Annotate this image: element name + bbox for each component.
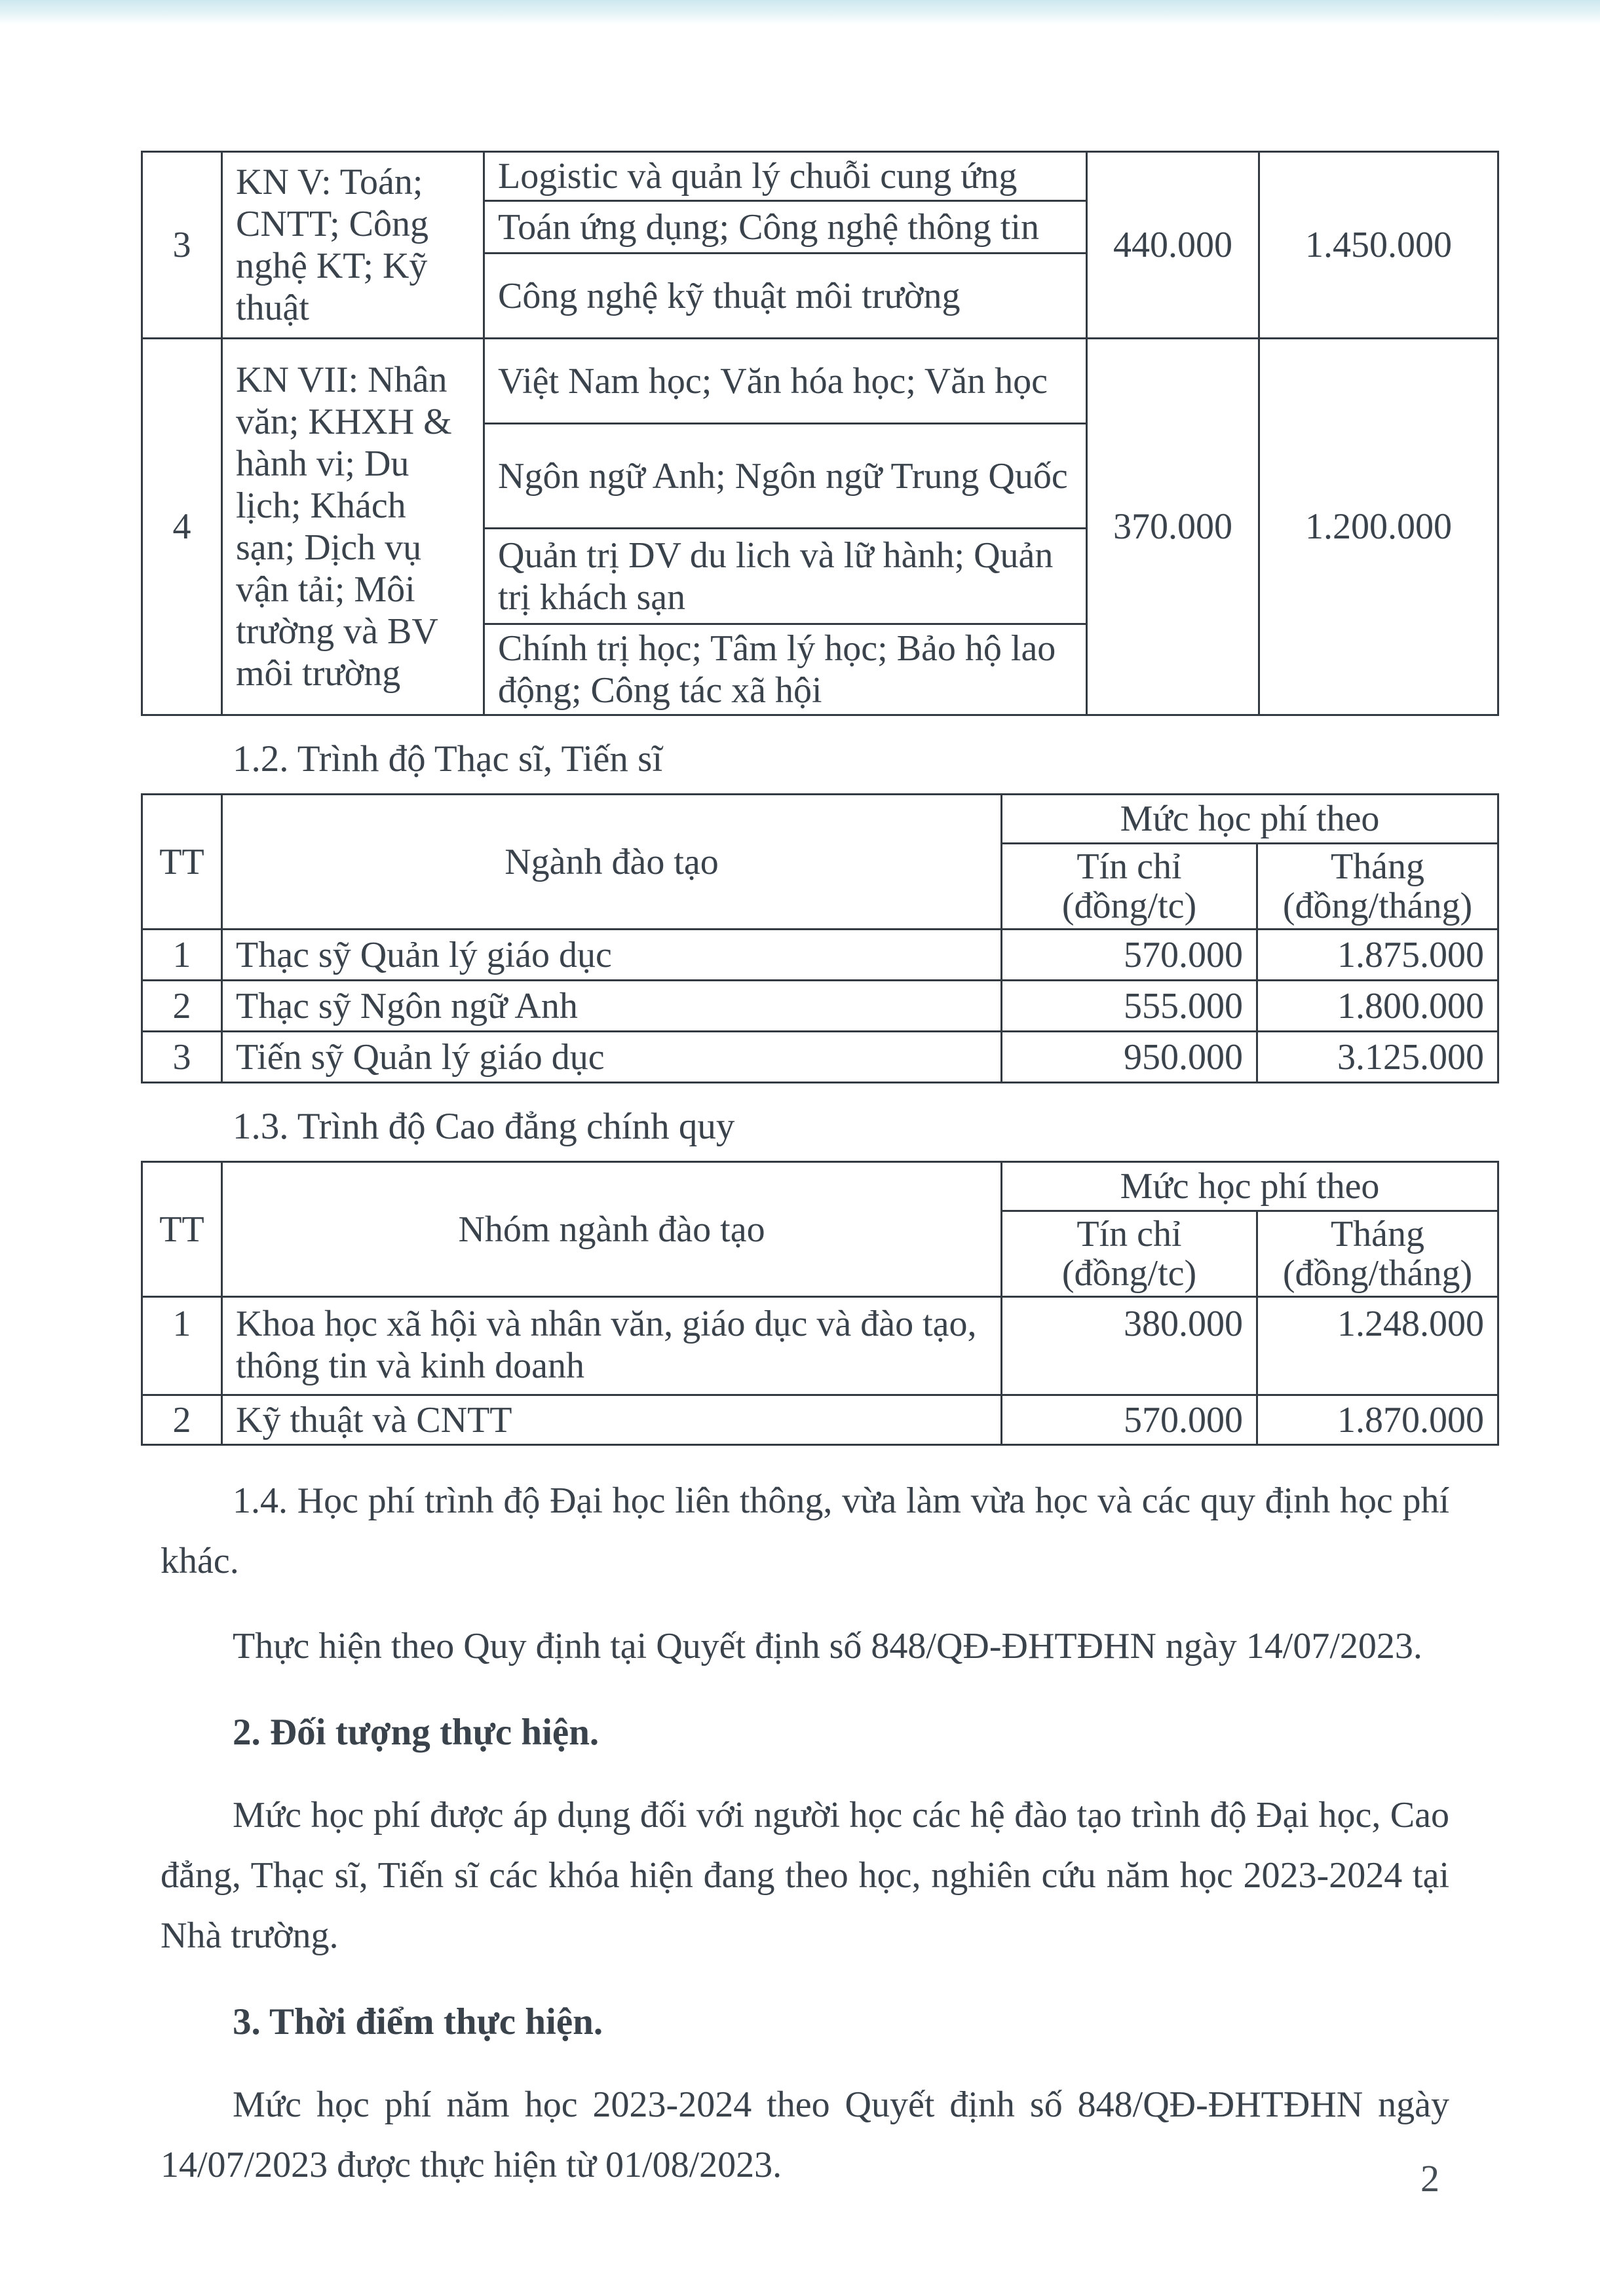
cell-major-list: Chính trị học; Tâm lý học; Bảo hộ lao động; Công tác xã hội <box>484 624 1087 715</box>
cell-major-list: Việt Nam học; Văn hóa học; Văn học <box>484 339 1087 424</box>
cell-major-list: Logistic và quản lý chuỗi cung ứng <box>484 152 1087 201</box>
header-program: Ngành đào tạo <box>222 795 1002 930</box>
cell-major-list: Toán ứng dụng; Công nghệ thông tin <box>484 201 1087 254</box>
table-row <box>142 1297 1498 1395</box>
page-number: 2 <box>1420 2157 1439 2200</box>
cell-fee-per-month: 1.450.000 <box>1259 152 1498 339</box>
header-fee-credit-line1: Tín chỉ <box>1076 1214 1182 1254</box>
header-fee-group: Mức học phí theo <box>1002 1162 1498 1211</box>
tuition-table-college <box>141 1161 1499 1446</box>
document-content <box>0 25 1600 2195</box>
header-fee-group: Mức học phí theo <box>1002 795 1498 844</box>
cell-program: Thạc sỹ Ngôn ngữ Anh <box>222 981 1002 1032</box>
cell-fee-per-month: 1.800.000 <box>1257 981 1498 1032</box>
cell-fee-per-credit: 370.000 <box>1087 339 1259 715</box>
cell-fee-per-month: 1.870.000 <box>1257 1395 1498 1445</box>
cell-program-group: Khoa học xã hội và nhân văn, giáo dục và đào tạo, thông tin và kinh doanh <box>222 1297 1002 1395</box>
cell-row-number: 4 <box>142 339 222 715</box>
cell-fee-per-credit: 555.000 <box>1002 981 1257 1032</box>
header-fee-month-line1: Tháng <box>1330 1214 1425 1254</box>
table-row <box>142 152 1498 201</box>
cell-major-group: KN VII: Nhân văn; KHXH & hành vi; Du lịch; Khách sạn; Dịch vụ vận tải; Môi trường và BV môi trường <box>222 339 484 715</box>
header-program-group: Nhóm ngành đào tạo <box>222 1162 1002 1297</box>
table-row <box>142 339 1498 424</box>
header-fee-month-line2: (đồng/tháng) <box>1282 886 1473 926</box>
cell-major-list: Công nghệ kỹ thuật môi trường <box>484 254 1087 339</box>
tuition-table-university <box>141 151 1499 716</box>
header-fee-credit-line1: Tín chỉ <box>1076 846 1182 887</box>
cell-row-number: 3 <box>142 152 222 339</box>
tuition-table-masters-doctoral <box>141 793 1499 1083</box>
scan-top-edge <box>0 0 1600 25</box>
cell-fee-per-month: 3.125.000 <box>1257 1032 1498 1083</box>
table-header-row <box>142 795 1498 844</box>
header-fee-month-line2: (đồng/tháng) <box>1282 1253 1473 1294</box>
cell-row-number: 3 <box>142 1032 222 1083</box>
section-heading-1-3: 1.3. Trình độ Cao đẳng chính quy <box>233 1106 735 1147</box>
cell-fee-per-credit: 950.000 <box>1002 1032 1257 1083</box>
paragraph-decision-reference: Thực hiện theo Quy định tại Quyết định số 848/QĐ-ĐHTĐHN ngày 14/07/2023. <box>233 1626 1422 1666</box>
paragraph-applicable-subjects: Mức học phí được áp dụng đối với người học các hệ đào tạo trình độ Đại học, Cao đẳng, Thạc sĩ, Tiến sĩ các khóa hiện đang theo học, nghiên cứu năm học 2023-2024 tại Nhà trường. <box>161 1795 1449 1956</box>
paragraph-1-4: 1.4. Học phí trình độ Đại học liên thông, vừa làm vừa học và các quy định học phí khác. <box>161 1480 1449 1581</box>
cell-row-number: 2 <box>142 981 222 1032</box>
table-header-row <box>142 1162 1498 1211</box>
header-fee-month <box>1257 844 1498 930</box>
cell-major-list: Ngôn ngữ Anh; Ngôn ngữ Trung Quốc <box>484 424 1087 529</box>
cell-program: Tiến sỹ Quản lý giáo dục <box>222 1032 1002 1083</box>
header-fee-credit-line2: (đồng/tc) <box>1061 1253 1197 1294</box>
cell-major-group: KN V: Toán; CNTT; Công nghệ KT; Kỹ thuật <box>222 152 484 339</box>
section-heading-3: 3. Thời điểm thực hiện. <box>233 2001 603 2042</box>
header-fee-credit-line2: (đồng/tc) <box>1061 886 1197 926</box>
cell-fee-per-credit: 380.000 <box>1002 1297 1257 1395</box>
section-heading-1-2: 1.2. Trình độ Thạc sĩ, Tiến sĩ <box>233 738 663 780</box>
cell-fee-per-month: 1.875.000 <box>1257 930 1498 981</box>
cell-row-number: 1 <box>142 1297 222 1395</box>
header-fee-month-line1: Tháng <box>1330 846 1425 887</box>
table-row <box>142 1395 1498 1445</box>
cell-fee-per-month: 1.248.000 <box>1257 1297 1498 1395</box>
header-fee-month <box>1257 1211 1498 1297</box>
cell-fee-per-credit: 570.000 <box>1002 930 1257 981</box>
table-row <box>142 930 1498 981</box>
header-tt: TT <box>142 795 222 930</box>
header-fee-credit <box>1002 1211 1257 1297</box>
header-fee-credit <box>1002 844 1257 930</box>
header-tt: TT <box>142 1162 222 1297</box>
cell-program: Thạc sỹ Quản lý giáo dục <box>222 930 1002 981</box>
cell-row-number: 1 <box>142 930 222 981</box>
cell-fee-per-credit: 440.000 <box>1087 152 1259 339</box>
cell-major-list: Quản trị DV du lich và lữ hành; Quản trị khách sạn <box>484 529 1087 624</box>
cell-fee-per-month: 1.200.000 <box>1259 339 1498 715</box>
cell-fee-per-credit: 570.000 <box>1002 1395 1257 1445</box>
table-row <box>142 1032 1498 1083</box>
cell-program-group: Kỹ thuật và CNTT <box>222 1395 1002 1445</box>
cell-row-number: 2 <box>142 1395 222 1445</box>
section-heading-2: 2. Đối tượng thực hiện. <box>233 1712 600 1753</box>
table-row <box>142 981 1498 1032</box>
paragraph-effective-date: Mức học phí năm học 2023-2024 theo Quyết định số 848/QĐ-ĐHTĐHN ngày 14/07/2023 được thực hiện từ 01/08/2023. <box>161 2084 1449 2185</box>
